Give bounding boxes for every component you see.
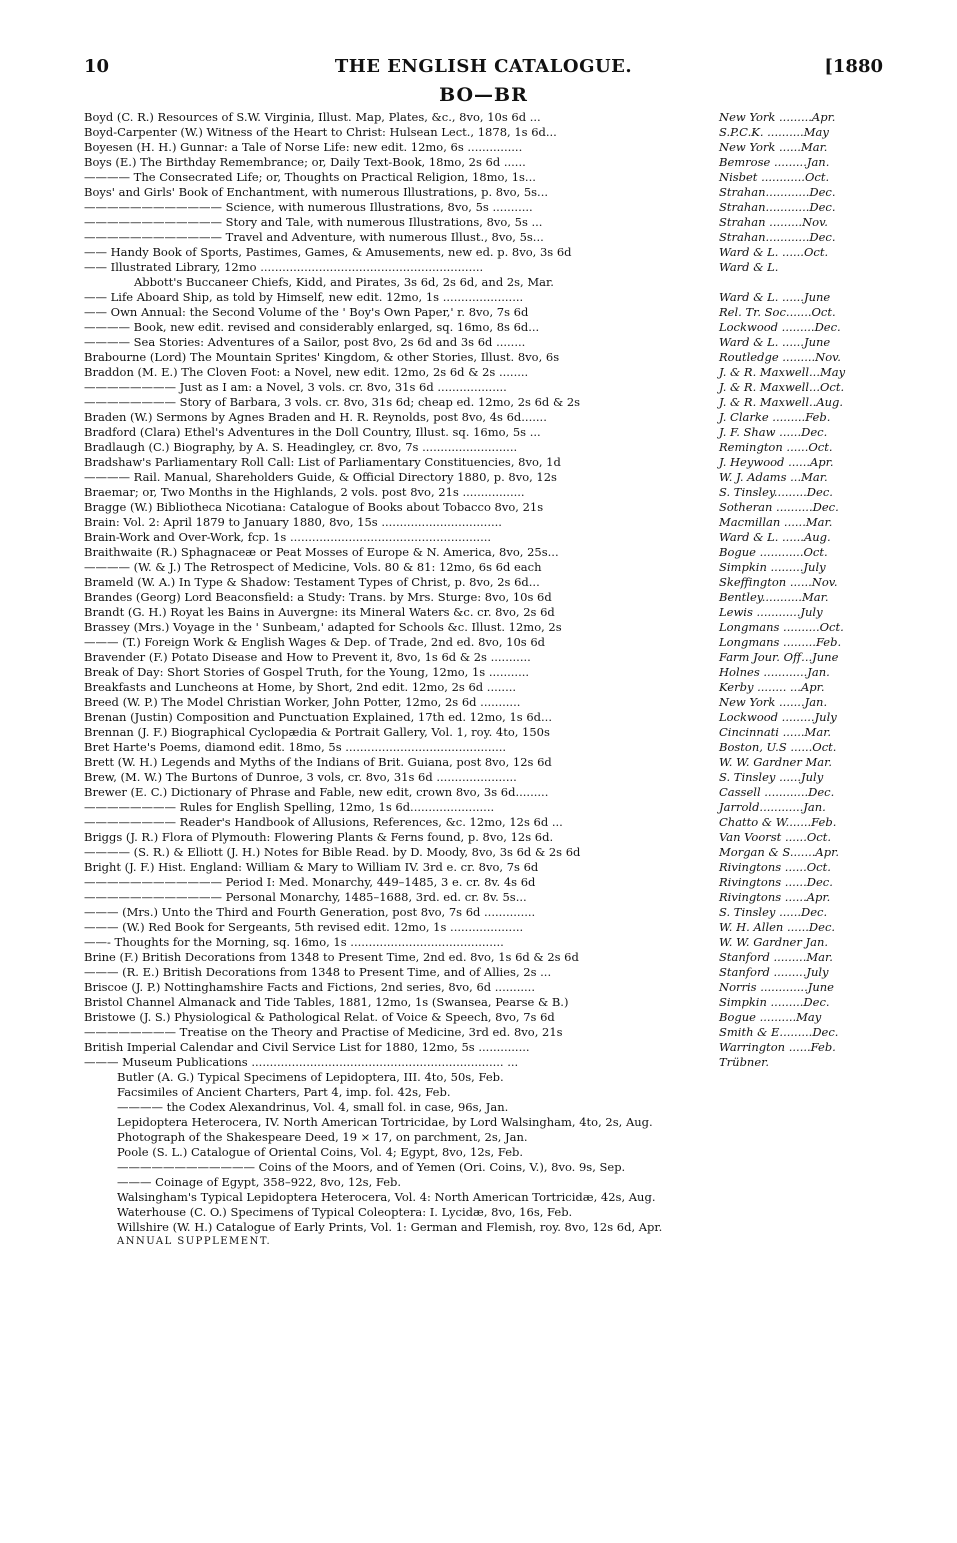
entry-publisher: Lockwood .........Dec. xyxy=(719,320,841,334)
catalogue-entry xyxy=(84,575,883,590)
catalogue-entry xyxy=(84,455,883,470)
supplement-entry: Facsimiles of Ancient Charters, Part 4, imp. fol. 42s, Feb. xyxy=(117,1085,451,1099)
entry-description: Brew, (M. W.) The Burtons of Dunroe, 3 vols, cr. 8vo, 31s 6d ...................... xyxy=(84,770,517,784)
catalogue-entry xyxy=(84,395,883,410)
entry-description: Briggs (J. R.) Flora of Plymouth: Flowering Plants & Ferns found, p. 8vo, 12s 6d. xyxy=(84,830,554,844)
entry-publisher: W. W. Gardner Mar. xyxy=(719,755,833,769)
catalogue-entry xyxy=(84,845,883,860)
entry-description: Breakfasts and Luncheons at Home, by Short, 2nd edit. 12mo, 2s 6d ........ xyxy=(84,680,517,694)
supplement-entry: ——— Coinage of Egypt, 358–922, 8vo, 12s, Feb. xyxy=(117,1175,402,1189)
catalogue-entry xyxy=(84,515,883,530)
catalogue-entry xyxy=(84,140,883,155)
catalogue-entry xyxy=(84,350,883,365)
entry-description: Braithwaite (R.) Sphagnaceæ or Peat Mosses of Europe & N. America, 8vo, 25s... xyxy=(84,545,559,559)
catalogue-entry xyxy=(84,740,883,755)
entry-description: ——— (T.) Foreign Work & English Wages & Dep. of Trade, 2nd ed. 8vo, 10s 6d xyxy=(84,635,546,649)
entry-description: Bret Harte's Poems, diamond edit. 18mo, 5s ............................................ xyxy=(84,740,507,754)
catalogue-entry xyxy=(84,290,883,305)
entry-publisher: Ward & L. ......Aug. xyxy=(719,530,831,544)
entry-description: Brennan (J. F.) Biographical Cyclopædia & Portrait Gallery, Vol. 1, roy. 4to, 150s xyxy=(84,725,550,739)
entry-description: ———— Sea Stories: Adventures of a Sailor, post 8vo, 2s 6d and 3s 6d ........ xyxy=(84,335,526,349)
entry-publisher: Simpkin .........July xyxy=(719,560,826,574)
entry-publisher: Cincinnati ......Mar. xyxy=(719,725,832,739)
entry-publisher: Stanford .........Mar. xyxy=(719,950,833,964)
entry-description: ———————————— Travel and Adventure, with numerous Illust., 8vo, 5s... xyxy=(84,230,544,244)
catalogue-entry xyxy=(84,590,883,605)
catalogue-entry xyxy=(84,1040,883,1055)
entry-publisher: J. & R. Maxwell..Aug. xyxy=(719,395,844,409)
entry-description: British Imperial Calendar and Civil Service List for 1880, 12mo, 5s .............. xyxy=(84,1040,530,1054)
catalogue-entry xyxy=(84,665,883,680)
entry-description: Brine (F.) British Decorations from 1348 to Present Time, 2nd ed. 8vo, 1s 6d & 2s 6d xyxy=(84,950,579,964)
entry-publisher: Ward & L. xyxy=(719,260,779,274)
entry-description: Briscoe (J. P.) Nottinghamshire Facts and Fictions, 2nd series, 8vo, 6d ........... xyxy=(84,980,535,994)
catalogue-entry xyxy=(84,185,883,200)
entry-publisher: S. Tinsley ......Dec. xyxy=(719,905,828,919)
entry-description: ———— Rail. Manual, Shareholders Guide, & Official Directory 1880, p. 8vo, 12s xyxy=(84,470,557,484)
entry-publisher: Sotheran ..........Dec. xyxy=(719,500,839,514)
page-number: 10 xyxy=(84,56,110,77)
catalogue-entry xyxy=(84,485,883,500)
entry-description: ———————— Story of Barbara, 3 vols. cr. 8vo, 31s 6d; cheap ed. 12mo, 2s 6d & 2s xyxy=(84,395,581,409)
entry-description: Brain-Work and Over-Work, fcp. 1s ....................................................... xyxy=(84,530,492,544)
catalogue-entries xyxy=(84,110,883,1070)
catalogue-entry xyxy=(84,110,883,125)
entry-publisher: New York .........Apr. xyxy=(719,110,836,124)
entry-description: ———————— Treatise on the Theory and Practise of Medicine, 3rd ed. 8vo, 21s xyxy=(84,1025,563,1039)
entry-publisher: Longmans ..........Oct. xyxy=(719,620,844,634)
catalogue-entry xyxy=(84,560,883,575)
entry-description: ——— Museum Publications ..................................................................... ... xyxy=(84,1055,519,1069)
catalogue-entry xyxy=(84,620,883,635)
entry-publisher: Jarrold............Jan. xyxy=(719,800,826,814)
supplement-entry: Willshire (W. H.) Catalogue of Early Prints, Vol. 1: German and Flemish, roy. 8vo, 12s 6d, Apr. xyxy=(117,1220,663,1234)
entry-description: Bright (J. F.) Hist. England: William & Mary to William IV. 3rd e. cr. 8vo, 7s 6d xyxy=(84,860,539,874)
catalogue-entry xyxy=(84,800,883,815)
supplement-entry: ———— the Codex Alexandrinus, Vol. 4, small fol. in case, 96s, Jan. xyxy=(117,1100,509,1114)
entry-description: ———— (W. & J.) The Retrospect of Medicine, Vols. 80 & 81: 12mo, 6s 6d each xyxy=(84,560,542,574)
entry-publisher: S.P.C.K. ..........May xyxy=(719,125,829,139)
entry-description: Brewer (E. C.) Dictionary of Phrase and Fable, new edit, crown 8vo, 3s 6d......... xyxy=(84,785,549,799)
entry-publisher: Boston, U.S ......Oct. xyxy=(719,740,837,754)
entry-description: Bragge (W.) Bibliotheca Nicotiana: Catalogue of Books about Tobacco 8vo, 21s xyxy=(84,500,544,514)
entry-description: Bradshaw's Parliamentary Roll Call: List of Parliamentary Constituencies, 8vo, 1d xyxy=(84,455,561,469)
catalogue-entry xyxy=(84,890,883,905)
catalogue-entry xyxy=(84,410,883,425)
entry-description: Boyd (C. R.) Resources of S.W. Virginia, Illust. Map, Plates, &c., 8vo, 10s 6d ... xyxy=(84,110,541,124)
catalogue-entry xyxy=(84,710,883,725)
catalogue-entry xyxy=(84,605,883,620)
supplement-entry: Walsingham's Typical Lepidoptera Heterocera, Vol. 4: North American Tortricidæ, 42s, Aug. xyxy=(117,1190,656,1204)
entry-publisher: Norris .............June xyxy=(719,980,834,994)
catalogue-entry xyxy=(84,1055,883,1070)
entry-description: Bristol Channel Almanack and Tide Tables, 1881, 12mo, 1s (Swansea, Pearse & B.) xyxy=(84,995,569,1009)
entry-publisher: Rel. Tr. Soc.......Oct. xyxy=(719,305,836,319)
catalogue-entry xyxy=(84,950,883,965)
entry-publisher: Ward & L. ......Oct. xyxy=(719,245,829,259)
entry-publisher: Rivingtons ......Oct. xyxy=(719,860,831,874)
entry-description: —— Handy Book of Sports, Pastimes, Games, & Amusements, new ed. p. 8vo, 3s 6d xyxy=(84,245,572,259)
entry-publisher: Nisbet ............Oct. xyxy=(719,170,830,184)
catalogue-entry xyxy=(84,305,883,320)
entry-publisher: Macmillan ......Mar. xyxy=(719,515,833,529)
catalogue-entry xyxy=(84,830,883,845)
entry-publisher: W. W. Gardner Jan. xyxy=(719,935,829,949)
entry-description: ———————————— Period I: Med. Monarchy, 449–1485, 3 e. cr. 8v. 4s 6d xyxy=(84,875,536,889)
entry-description: ———— (S. R.) & Elliott (J. H.) Notes for Bible Read. by D. Moody, 8vo, 3s 6d & 2s 6d xyxy=(84,845,581,859)
entry-description: Brandes (Georg) Lord Beaconsfield: a Study: Trans. by Mrs. Sturge: 8vo, 10s 6d xyxy=(84,590,552,604)
catalogue-entry xyxy=(84,1025,883,1040)
entry-publisher: Smith & E.........Dec. xyxy=(719,1025,839,1039)
entry-description: Abbott's Buccaneer Chiefs, Kidd, and Pirates, 3s 6d, 2s 6d, and 2s, Mar. xyxy=(134,275,554,289)
catalogue-entry xyxy=(84,980,883,995)
entry-description: Brain: Vol. 2: April 1879 to January 1880, 8vo, 15s ................................. xyxy=(84,515,502,529)
catalogue-entry xyxy=(84,725,883,740)
entry-description: Boys' and Girls' Book of Enchantment, with numerous Illustrations, p. 8vo, 5s... xyxy=(84,185,549,199)
catalogue-entry xyxy=(84,365,883,380)
entry-publisher: S. Tinsley.........Dec. xyxy=(719,485,833,499)
catalogue-entry xyxy=(84,755,883,770)
catalogue-entry xyxy=(84,875,883,890)
entry-description: Brett (W. H.) Legends and Myths of the Indians of Brit. Guiana, post 8vo, 12s 6d xyxy=(84,755,552,769)
catalogue-entry xyxy=(84,530,883,545)
entry-description: ———— Book, new edit. revised and considerably enlarged, sq. 16mo, 8s 6d... xyxy=(84,320,540,334)
entry-description: Brabourne (Lord) The Mountain Sprites' Kingdom, & other Stories, Illust. 8vo, 6s xyxy=(84,350,560,364)
catalogue-entry xyxy=(84,1010,883,1025)
catalogue-entry xyxy=(84,965,883,980)
catalogue-entry xyxy=(84,230,883,245)
catalogue-entry xyxy=(84,935,883,950)
supplement-entry: Photograph of the Shakespeare Deed, 19 × 17, on parchment, 2s, Jan. xyxy=(117,1130,528,1144)
entry-publisher: Remington ......Oct. xyxy=(719,440,833,454)
entry-description: —— Illustrated Library, 12mo ............................................................. xyxy=(84,260,484,274)
entry-description: Braemar; or, Two Months in the Highlands, 2 vols. post 8vo, 21s ................. xyxy=(84,485,525,499)
entry-description: ———————————— Story and Tale, with numerous Illustrations, 8vo, 5s ... xyxy=(84,215,543,229)
entry-description: ———— The Consecrated Life; or, Thoughts on Practical Religion, 18mo, 1s... xyxy=(84,170,536,184)
entry-publisher: J. & R. Maxwell...May xyxy=(719,365,846,379)
entry-publisher: Farm Jour. Off...June xyxy=(719,650,839,664)
catalogue-entry xyxy=(84,995,883,1010)
entry-publisher: Lockwood .........July xyxy=(719,710,837,724)
supplement-entry: Lepidoptera Heterocera, IV. North American Tortricidae, by Lord Walsingham, 4to, 2s, Aug. xyxy=(117,1115,653,1129)
entry-publisher: Rivingtons ......Apr. xyxy=(719,890,831,904)
supplement-entry: Poole (S. L.) Catalogue of Oriental Coins, Vol. 4; Egypt, 8vo, 12s, Feb. xyxy=(117,1145,524,1159)
entry-description: ——- Thoughts for the Morning, sq. 16mo, 1s .......................................... xyxy=(84,935,504,949)
entry-description: Boyesen (H. H.) Gunnar: a Tale of Norse Life: new edit. 12mo, 6s ............... xyxy=(84,140,523,154)
entry-description: Boyd-Carpenter (W.) Witness of the Heart to Christ: Hulsean Lect., 1878, 1s 6d... xyxy=(84,125,557,139)
catalogue-entry xyxy=(84,500,883,515)
entry-publisher: W. H. Allen ......Dec. xyxy=(719,920,836,934)
catalogue-entry xyxy=(84,125,883,140)
entry-publisher: Bogue ............Oct. xyxy=(719,545,828,559)
entry-publisher: Van Voorst ......Oct. xyxy=(719,830,832,844)
catalogue-entry xyxy=(84,680,883,695)
entry-publisher: W. J. Adams ...Mar. xyxy=(719,470,828,484)
entry-publisher: Rivingtons ......Dec. xyxy=(719,875,833,889)
catalogue-entry xyxy=(84,545,883,560)
entry-publisher: J. & R. Maxwell...Oct. xyxy=(719,380,845,394)
entry-publisher: Skeffington ......Nov. xyxy=(719,575,838,589)
entry-description: Bradlaugh (C.) Biography, by A. S. Headingley, cr. 8vo, 7s .......................... xyxy=(84,440,518,454)
entry-description: ———————— Rules for English Spelling, 12mo, 1s 6d....................... xyxy=(84,800,495,814)
entry-publisher: Bemrose .........Jan. xyxy=(719,155,830,169)
entry-description: Brameld (W. A.) In Type & Shadow: Testament Types of Christ, p. 8vo, 2s 6d... xyxy=(84,575,540,589)
entry-description: Braddon (M. E.) The Cloven Foot: a Novel, new edit. 12mo, 2s 6d & 2s ........ xyxy=(84,365,529,379)
entry-description: Brassey (Mrs.) Voyage in the ' Sunbeam,' adapted for Schools &c. Illust. 12mo, 2s xyxy=(84,620,562,634)
page-header xyxy=(84,56,883,86)
entry-publisher: Stanford .........July xyxy=(719,965,829,979)
catalogue-entry xyxy=(84,425,883,440)
entry-publisher: Trübner. xyxy=(719,1055,770,1069)
entry-description: —— Life Aboard Ship, as told by Himself, new edit. 12mo, 1s ...................... xyxy=(84,290,524,304)
entry-description: —— Own Annual: the Second Volume of the ' Boy's Own Paper,' r. 8vo, 7s 6d xyxy=(84,305,529,319)
entry-description: Brandt (G. H.) Royat les Bains in Auvergne: its Mineral Waters &c. cr. 8vo, 2s 6d xyxy=(84,605,555,619)
entry-description: ——— (W.) Red Book for Sergeants, 5th revised edit. 12mo, 1s .................... xyxy=(84,920,524,934)
supplement-entry: Waterhouse (C. O.) Specimens of Typical Coleoptera: I. Lycidæ, 8vo, 16s, Feb. xyxy=(117,1205,573,1219)
catalogue-entry xyxy=(84,440,883,455)
entry-description: ——— (Mrs.) Unto the Third and Fourth Generation, post 8vo, 7s 6d .............. xyxy=(84,905,536,919)
catalogue-entry xyxy=(84,260,883,275)
supplement-entry: ———————————— Coins of the Moors, and of Yemen (Ori. Coins, V.), 8vo. 9s, Sep. xyxy=(117,1160,626,1174)
catalogue-entry xyxy=(84,860,883,875)
catalogue-entry xyxy=(84,635,883,650)
entry-publisher: Strahan............Dec. xyxy=(719,185,836,199)
catalogue-entry xyxy=(84,320,883,335)
entry-publisher: J. F. Shaw ......Dec. xyxy=(719,425,828,439)
entry-publisher: Ward & L. ......June xyxy=(719,335,831,349)
entry-publisher: Bentley...........Mar. xyxy=(719,590,829,604)
entry-description: Bristowe (J. S.) Physiological & Pathological Relat. of Voice & Speech, 8vo, 7s 6d xyxy=(84,1010,555,1024)
entry-publisher: S. Tinsley ......July xyxy=(719,770,824,784)
catalogue-entry xyxy=(84,155,883,170)
catalogue-entry xyxy=(84,650,883,665)
catalogue-entry xyxy=(84,245,883,260)
entry-description: ———————— Reader's Handbook of Allusions, References, &c. 12mo, 12s 6d ... xyxy=(84,815,563,829)
entry-publisher: Chatto & W.......Feb. xyxy=(719,815,837,829)
entry-publisher: Cassell ............Dec. xyxy=(719,785,835,799)
entry-description: Break of Day: Short Stories of Gospel Truth, for the Young, 12mo, 1s ........... xyxy=(84,665,530,679)
page-title: THE ENGLISH CATALOGUE. xyxy=(334,56,633,77)
entry-publisher: Strahan .........Nov. xyxy=(719,215,828,229)
entry-publisher: Longmans .........Feb. xyxy=(719,635,842,649)
entry-publisher: J. Clarke .........Feb. xyxy=(719,410,831,424)
catalogue-entry xyxy=(84,920,883,935)
supplement-entry: Butler (A. G.) Typical Specimens of Lepidoptera, III. 4to, 50s, Feb. xyxy=(117,1070,504,1084)
supplement-list xyxy=(84,1070,883,1235)
catalogue-entry xyxy=(84,785,883,800)
entry-description: Boys (E.) The Birthday Remembrance; or, Daily Text-Book, 18mo, 2s 6d ...... xyxy=(84,155,526,169)
catalogue-entry xyxy=(84,275,883,290)
entry-publisher: New York ......Mar. xyxy=(719,140,828,154)
entry-description: Bradford (Clara) Ethel's Adventures in the Doll Country, Illust. sq. 16mo, 5s ... xyxy=(84,425,541,439)
entry-publisher: Holnes ............Jan. xyxy=(719,665,830,679)
entry-publisher: J. Heywood ......Apr. xyxy=(719,455,834,469)
entry-publisher: Strahan............Dec. xyxy=(719,200,836,214)
catalogue-entry xyxy=(84,335,883,350)
entry-publisher: Lewis ............July xyxy=(719,605,823,619)
catalogue-entry xyxy=(84,200,883,215)
catalogue-entry xyxy=(84,215,883,230)
entry-publisher: Morgan & S.......Apr. xyxy=(719,845,839,859)
entry-description: ———————————— Personal Monarchy, 1485–1688, 3rd. ed. cr. 8v. 5s... xyxy=(84,890,527,904)
entry-publisher: New York .......Jan. xyxy=(719,695,828,709)
entry-description: ——— (R. E.) British Decorations from 1348 to Present Time, and of Allies, 2s ... xyxy=(84,965,552,979)
catalogue-entry xyxy=(84,380,883,395)
catalogue-entry xyxy=(84,815,883,830)
catalogue-entry xyxy=(84,695,883,710)
section-heading: BO—BR xyxy=(439,84,528,106)
catalogue-entry xyxy=(84,170,883,185)
entry-description: ———————————— Science, with numerous Illustrations, 8vo, 5s ........... xyxy=(84,200,533,214)
entry-publisher: Strahan............Dec. xyxy=(719,230,836,244)
entry-description: Breed (W. P.) The Model Christian Worker, John Potter, 12mo, 2s 6d ........... xyxy=(84,695,521,709)
entry-publisher: Ward & L. ......June xyxy=(719,290,831,304)
entry-publisher: Routledge .........Nov. xyxy=(719,350,841,364)
year-label: [1880 xyxy=(824,56,883,77)
entry-description: ———————— Just as I am: a Novel, 3 vols. cr. 8vo, 31s 6d ................... xyxy=(84,380,507,394)
entry-publisher: Bogue ..........May xyxy=(719,1010,822,1024)
catalogue-entry xyxy=(84,770,883,785)
catalogue-entry xyxy=(84,470,883,485)
entry-publisher: Kerby ........ ...Apr. xyxy=(719,680,825,694)
entry-publisher: Simpkin .........Dec. xyxy=(719,995,830,1009)
entry-description: Brenan (Justin) Composition and Punctuation Explained, 17th ed. 12mo, 1s 6d... xyxy=(84,710,552,724)
entry-description: Bravender (F.) Potato Disease and How to Prevent it, 8vo, 1s 6d & 2s ........... xyxy=(84,650,531,664)
entry-publisher: Warrington ......Feb. xyxy=(719,1040,836,1054)
catalogue-entry xyxy=(84,905,883,920)
entry-description: Braden (W.) Sermons by Agnes Braden and H. R. Reynolds, post 8vo, 4s 6d....... xyxy=(84,410,547,424)
footer-note: ANNUAL SUPPLEMENT. xyxy=(117,1236,272,1247)
